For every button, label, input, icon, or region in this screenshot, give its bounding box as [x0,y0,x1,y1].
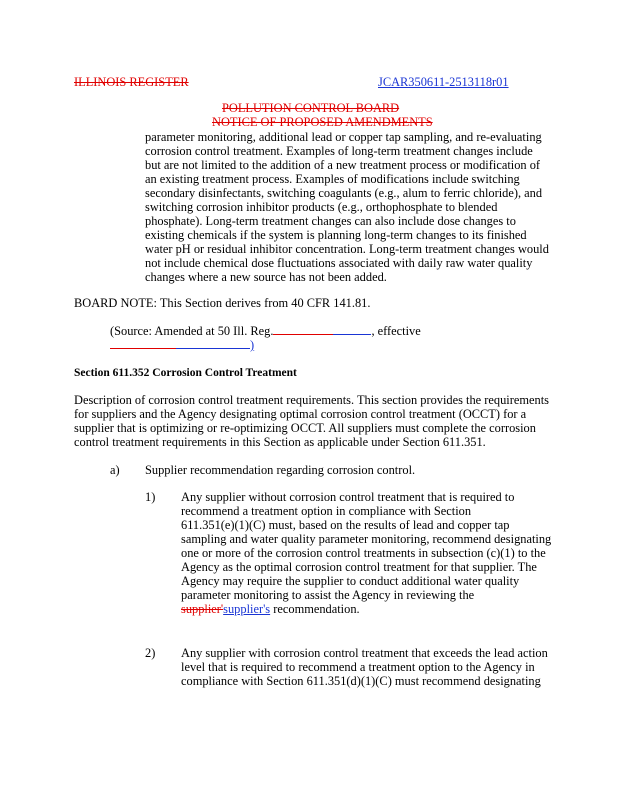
board-note: BOARD NOTE: This Section derives from 40 CFR 141.81. [74,296,371,310]
item-1-line: parameter monitoring to assist the Agency in reviewing the [181,588,475,602]
intro-line: phosphate). Long-term treatment changes can also include dose changes to [145,214,516,228]
item-2-line: Any supplier with corrosion control treatment that exceeds the lead action [181,646,548,660]
item-1-line: Agency may require the supplier to conduct additional water quality [181,574,520,588]
item-1-label: 1) [145,490,156,504]
section-desc-line: Description of corrosion control treatment requirements. This section provides the requirements [74,393,549,407]
deleted-word: supplier' [181,602,224,616]
illinois-register-header: ILLINOIS REGISTER [74,75,189,89]
item-a-label: a) [110,463,120,477]
section-desc-line: supplier that is optimizing or re-optimizing OCCT. All suppliers must complete the corrosion [74,421,536,435]
reg-blank-deleted [273,324,333,335]
item-1-line: sampling and water quality parameter monitoring, recommend designating [181,532,552,546]
item-1-line: 611.351(e)(1)(C) must, based on the results of lead and copper tap [181,518,510,532]
item-1-line: Any supplier without corrosion control treatment that is required to [181,490,515,504]
intro-line: parameter monitoring, additional lead or copper tap sampling, and re-evaluating [145,130,542,144]
item-1-line: recommend a treatment option in compliance with Section [181,504,472,518]
intro-line: switching corrosion inhibitor products (e.g., orthophosphate to blended [145,200,498,214]
source-line [110,324,421,338]
source-prefix: (Source: Amended at 50 Ill. Reg. [110,324,274,338]
item-1-tail: recommendation. [273,602,360,616]
inserted-word: supplier's [223,602,271,616]
jcar-number: JCAR350611-2513118r01 [378,75,509,89]
source-close: ) [250,338,255,352]
item-1-line: one or more of the corrosion control treatments in subsection (c)(1) to the [181,546,546,560]
intro-line: changes where a new source has not been added. [145,270,387,284]
intro-line: water pH or residual inhibitor concentration. Long-term treatment changes would [145,242,549,256]
item-1-line: Agency as the optimal corrosion control treatment for that supplier. The [181,560,537,574]
intro-line: secondary disinfectants, switching coagulants (e.g., alum to ferric chloride), and [145,186,543,200]
source-effective: , effective [371,324,421,338]
reg-blank-inserted [333,324,371,335]
intro-line: not include chemical dose fluctuations associated with daily raw water quality [145,256,533,270]
section-heading: Section 611.352 Corrosion Control Treatment [74,367,297,379]
section-desc-line: for suppliers and the Agency designating optimal corrosion control treatment (OCCT) for a [74,407,527,421]
item-2-line: level that is required to recommend a treatment option to the Agency in [181,660,535,674]
intro-line: corrosion control treatment. Examples of long-term treatment changes include [145,144,533,158]
section-desc-line: control treatment requirements in this Section as applicable under Section 611.351. [74,435,486,449]
item-1-last-line [181,602,360,616]
effective-blank-inserted [176,338,250,349]
intro-line: existing chemicals if the system is planning long-term changes to its finished [145,228,527,242]
notice-title: NOTICE OF PROPOSED AMENDMENTS [212,115,433,129]
intro-line: an existing treatment process. Examples of modifications include switching [145,172,520,186]
item-a-text: Supplier recommendation regarding corrosion control. [145,463,416,477]
item-2-line: compliance with Section 611.351(d)(1)(C) must recommend designating [181,674,541,688]
intro-line: but are not limited to the addition of a new treatment process or modification of [145,158,541,172]
effective-blank-deleted [110,338,176,349]
source-line-2 [110,338,254,352]
item-2-label: 2) [145,646,156,660]
board-title: POLLUTION CONTROL BOARD [222,101,400,115]
